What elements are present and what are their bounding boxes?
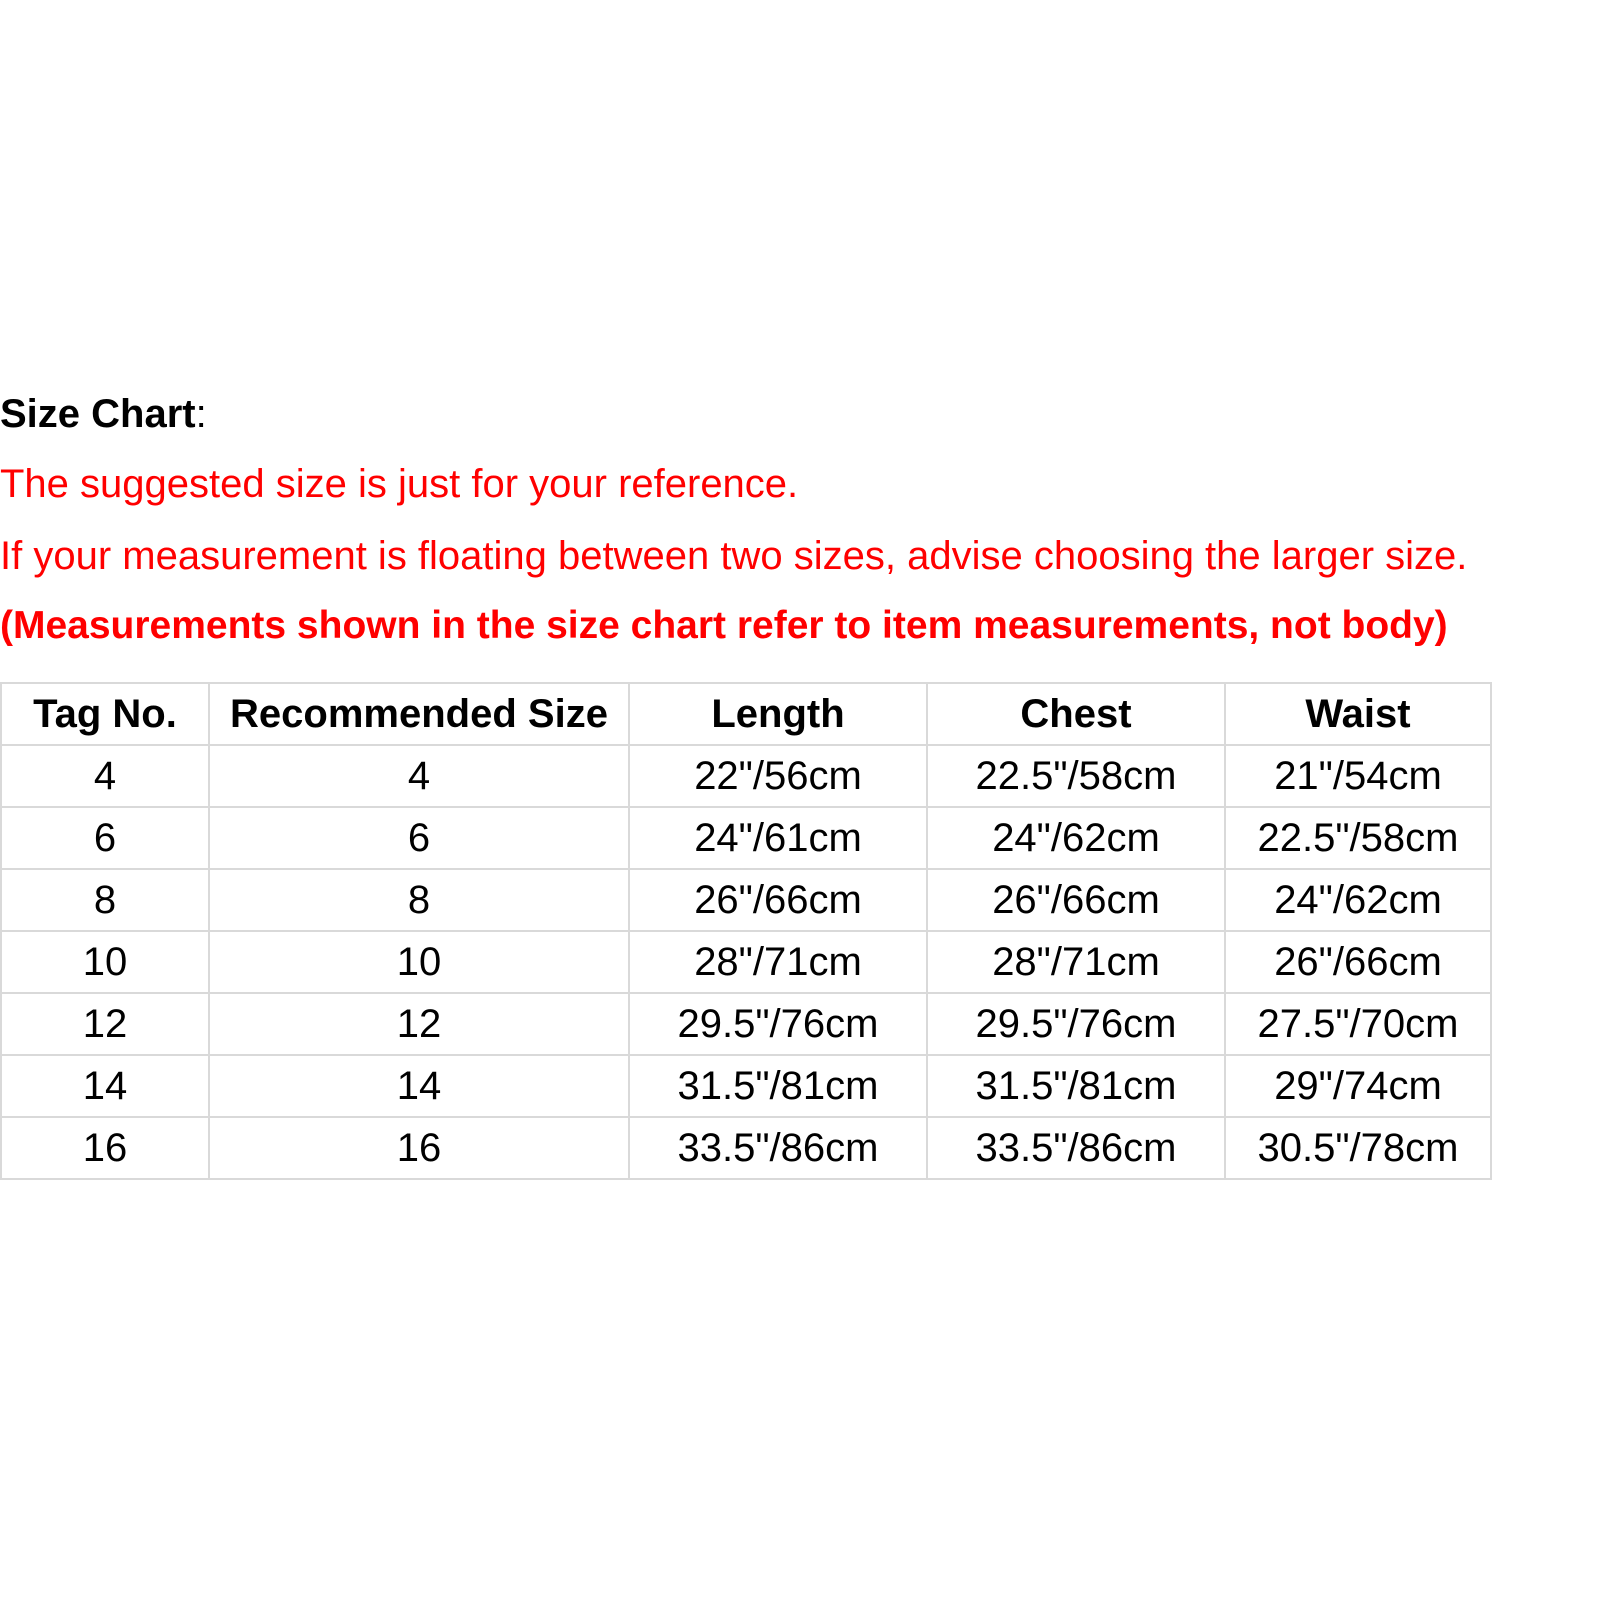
cell-tag-no: 14 — [1, 1055, 209, 1117]
cell-tag-no: 4 — [1, 745, 209, 807]
page-title — [0, 392, 1600, 436]
header-length: Length — [629, 683, 927, 745]
cell-tag-no: 12 — [1, 993, 209, 1055]
cell-tag-no: 6 — [1, 807, 209, 869]
cell-length: 26"/66cm — [629, 869, 927, 931]
table-row — [1, 931, 1491, 993]
cell-length: 24"/61cm — [629, 807, 927, 869]
cell-chest: 29.5"/76cm — [927, 993, 1225, 1055]
cell-tag-no: 10 — [1, 931, 209, 993]
size-chart-intro — [0, 392, 1600, 648]
cell-recommended-size: 4 — [209, 745, 629, 807]
cell-waist: 21"/54cm — [1225, 745, 1491, 807]
table-row — [1, 1055, 1491, 1117]
table-row — [1, 993, 1491, 1055]
cell-recommended-size: 14 — [209, 1055, 629, 1117]
cell-length: 22"/56cm — [629, 745, 927, 807]
header-tag-no: Tag No. — [1, 683, 209, 745]
title-colon: : — [195, 392, 207, 436]
advice-note: If your measurement is floating between two sizes, advise choosing the larger size. — [0, 534, 1468, 578]
cell-waist: 30.5"/78cm — [1225, 1117, 1491, 1179]
cell-recommended-size: 6 — [209, 807, 629, 869]
title-label: Size Chart — [0, 392, 196, 436]
cell-chest: 24"/62cm — [927, 807, 1225, 869]
table-row — [1, 745, 1491, 807]
cell-recommended-size: 10 — [209, 931, 629, 993]
cell-tag-no: 16 — [1, 1117, 209, 1179]
cell-chest: 33.5"/86cm — [927, 1117, 1225, 1179]
cell-chest: 28"/71cm — [927, 931, 1225, 993]
cell-waist: 22.5"/58cm — [1225, 807, 1491, 869]
header-chest: Chest — [927, 683, 1225, 745]
size-table — [0, 682, 1492, 1180]
cell-chest: 22.5"/58cm — [927, 745, 1225, 807]
cell-chest: 31.5"/81cm — [927, 1055, 1225, 1117]
table-row — [1, 807, 1491, 869]
reference-note: The suggested size is just for your reference. — [0, 462, 799, 506]
cell-waist: 24"/62cm — [1225, 869, 1491, 931]
header-waist: Waist — [1225, 683, 1491, 745]
header-recommended-size: Recommended Size — [209, 683, 629, 745]
cell-length: 29.5"/76cm — [629, 993, 927, 1055]
cell-length: 33.5"/86cm — [629, 1117, 927, 1179]
cell-tag-no: 8 — [1, 869, 209, 931]
cell-length: 28"/71cm — [629, 931, 927, 993]
cell-recommended-size: 16 — [209, 1117, 629, 1179]
cell-length: 31.5"/81cm — [629, 1055, 927, 1117]
cell-chest: 26"/66cm — [927, 869, 1225, 931]
cell-recommended-size: 8 — [209, 869, 629, 931]
table-row — [1, 869, 1491, 931]
measurement-note: (Measurements shown in the size chart refer to item measurements, not body) — [0, 604, 1448, 647]
table-row — [1, 1117, 1491, 1179]
cell-waist: 27.5"/70cm — [1225, 993, 1491, 1055]
cell-waist: 29"/74cm — [1225, 1055, 1491, 1117]
cell-recommended-size: 12 — [209, 993, 629, 1055]
table-header-row — [1, 683, 1491, 745]
cell-waist: 26"/66cm — [1225, 931, 1491, 993]
